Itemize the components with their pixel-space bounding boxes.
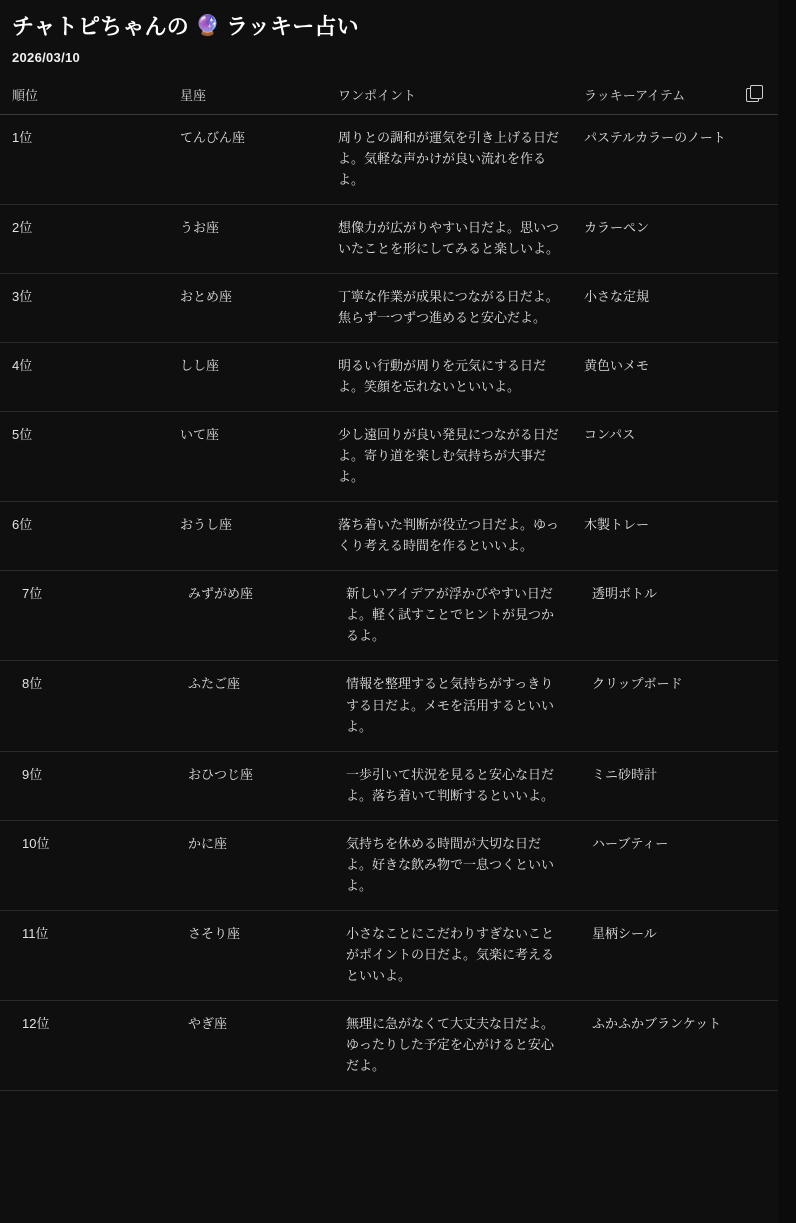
column-header-rank: 順位 (0, 79, 168, 115)
cell-item: ふかふかブランケット (572, 1001, 778, 1091)
cell-rank: 9位 (0, 751, 168, 820)
table-header-row (0, 79, 778, 115)
cell-sign: いて座 (168, 412, 326, 502)
cell-sign: おひつじ座 (168, 751, 326, 820)
cell-item: 透明ボトル (572, 571, 778, 661)
table-row (0, 343, 778, 412)
table-row (0, 571, 778, 661)
cell-point: 周りとの調和が運気を引き上げる日だよ。気軽な声かけが良い流れを作るよ。 (326, 114, 572, 204)
column-header-point: ワンポイント (326, 79, 572, 115)
cell-item: ミニ砂時計 (572, 751, 778, 820)
cell-sign: うお座 (168, 204, 326, 273)
cell-rank: 8位 (0, 661, 168, 751)
cell-item: クリップボード (572, 661, 778, 751)
cell-rank: 2位 (0, 204, 168, 273)
cell-rank: 11位 (0, 910, 168, 1000)
cell-item: 星柄シール (572, 910, 778, 1000)
cell-point: 情報を整理すると気持ちがすっきりする日だよ。メモを活用するといいよ。 (326, 661, 572, 751)
table-row (0, 114, 778, 204)
cell-item: 小さな定規 (572, 273, 778, 342)
page-title (0, 0, 778, 42)
table-row (0, 910, 778, 1000)
cell-point: 新しいアイデアが浮かびやすい日だよ。軽く試すことでヒントが見つかるよ。 (326, 571, 572, 661)
copy-icon[interactable] (746, 85, 762, 101)
column-header-item: ラッキーアイテム (584, 87, 686, 103)
cell-point: 一歩引いて状況を見ると安心な日だよ。落ち着いて判断するといいよ。 (326, 751, 572, 820)
table-row (0, 1001, 778, 1091)
cell-point: 丁寧な作業が成果につながる日だよ。焦らず一つずつ進めると安心だよ。 (326, 273, 572, 342)
cell-item: 木製トレー (572, 502, 778, 571)
right-rail (778, 0, 796, 1223)
cell-sign: やぎ座 (168, 1001, 326, 1091)
cell-item: パステルカラーのノート (572, 114, 778, 204)
fortune-date: 2026/03/10 (12, 49, 81, 65)
cell-rank: 3位 (0, 273, 168, 342)
table-row (0, 661, 778, 751)
cell-point: 無理に急がなくて大丈夫な日だよ。ゆったりした予定を心がけると安心だよ。 (326, 1001, 572, 1091)
cell-sign: ふたご座 (168, 661, 326, 751)
fortune-table (0, 79, 778, 1091)
cell-item: ハーブティー (572, 820, 778, 910)
cell-point: 想像力が広がりやすい日だよ。思いついたことを形にしてみると楽しいよ。 (326, 204, 572, 273)
cell-sign: しし座 (168, 343, 326, 412)
cell-sign: かに座 (168, 820, 326, 910)
cell-sign: さそり座 (168, 910, 326, 1000)
cell-rank: 4位 (0, 343, 168, 412)
table-header (0, 79, 778, 115)
table-row (0, 502, 778, 571)
table-row (0, 273, 778, 342)
table-row (0, 204, 778, 273)
table-row (0, 820, 778, 910)
table-row (0, 412, 778, 502)
cell-point: 小さなことにこだわりすぎないことがポイントの日だよ。気楽に考えるといいよ。 (326, 910, 572, 1000)
cell-rank: 6位 (0, 502, 168, 571)
page-title-prefix: チャトピちゃんの (12, 14, 189, 39)
column-header-item-cell (572, 79, 778, 115)
cell-point: 明るい行動が周りを元気にする日だよ。笑顔を忘れないといいよ。 (326, 343, 572, 412)
cell-sign: てんびん座 (168, 114, 326, 204)
page-title-suffix: ラッキー占い (226, 14, 359, 39)
cell-sign: みずがめ座 (168, 571, 326, 661)
table-body (0, 114, 778, 1090)
table-row (0, 751, 778, 820)
cell-rank: 5位 (0, 412, 168, 502)
cell-item: 黄色いメモ (572, 343, 778, 412)
cell-item: カラーペン (572, 204, 778, 273)
cell-rank: 10位 (0, 820, 168, 910)
cell-rank: 7位 (0, 571, 168, 661)
column-header-sign: 星座 (168, 79, 326, 115)
crystal-ball-icon: 🔮 (194, 15, 221, 38)
cell-sign: おとめ座 (168, 273, 326, 342)
cell-point: 気持ちを休める時間が大切な日だよ。好きな飲み物で一息つくといいよ。 (326, 820, 572, 910)
cell-point: 落ち着いた判断が役立つ日だよ。ゆっくり考える時間を作るといいよ。 (326, 502, 572, 571)
cell-item: コンパス (572, 412, 778, 502)
cell-rank: 1位 (0, 114, 168, 204)
cell-rank: 12位 (0, 1001, 168, 1091)
cell-sign: おうし座 (168, 502, 326, 571)
cell-point: 少し遠回りが良い発見につながる日だよ。寄り道を楽しむ気持ちが大事だよ。 (326, 412, 572, 502)
